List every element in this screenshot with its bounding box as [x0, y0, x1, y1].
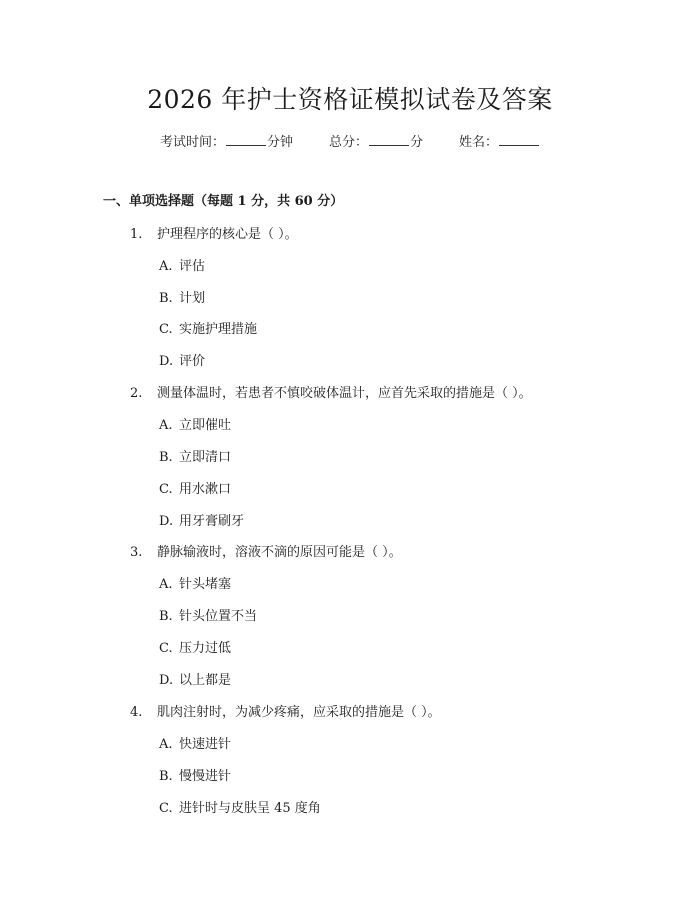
option-text: 评估	[179, 259, 206, 274]
question	[130, 701, 441, 720]
option-letter: D.	[159, 354, 174, 369]
option-text: 立即催吐	[179, 418, 232, 433]
option-text: 用牙膏刷牙	[179, 514, 245, 529]
total-score-unit: 分	[410, 135, 424, 150]
question-text: 测量体温时，若患者不慎咬破体温计，应首先采取的措施是（ ）。	[157, 386, 532, 401]
exam-time-unit: 分钟	[266, 135, 293, 150]
question-text: 肌肉注射时，为减少疼痛，应采取的措施是（ ）。	[157, 705, 441, 720]
option	[159, 669, 231, 688]
option-text: 立即清口	[179, 450, 232, 465]
question	[130, 382, 532, 401]
name-label: 姓名：	[459, 135, 499, 150]
option-text: 压力过低	[179, 641, 232, 656]
option	[159, 414, 231, 433]
option-letter: B.	[159, 450, 173, 465]
option-text: 以上都是	[179, 673, 232, 688]
option-letter: B.	[159, 769, 173, 784]
question	[130, 541, 402, 560]
option-letter: A.	[159, 577, 173, 592]
option-text: 计划	[179, 291, 206, 306]
option-text: 快速进针	[179, 737, 232, 752]
option	[159, 605, 257, 624]
option	[159, 255, 205, 274]
option-text: 进针时与皮肤呈 45 度角	[179, 801, 321, 816]
option	[159, 510, 244, 529]
exam-time-label: 考试时间：	[159, 135, 225, 150]
option-text: 针头位置不当	[179, 609, 258, 624]
total-score-blank	[369, 133, 409, 146]
section-heading: 一、单项选择题（每题 1 分，共 60 分）	[103, 194, 344, 209]
option	[159, 350, 205, 369]
option	[159, 573, 231, 592]
option	[159, 797, 321, 816]
question	[130, 223, 298, 242]
option-letter: D.	[159, 514, 174, 529]
option	[159, 765, 231, 784]
option-letter: A.	[159, 259, 173, 274]
option-text: 针头堵塞	[179, 577, 232, 592]
page-title: 2026 年护士资格证模拟试卷及答案	[147, 85, 553, 114]
option-letter: A.	[159, 418, 173, 433]
option-letter: C.	[159, 641, 173, 656]
name-blank	[499, 133, 539, 146]
total-score-label: 总分：	[328, 135, 368, 150]
question-number: 4.	[130, 705, 143, 720]
option	[159, 733, 231, 752]
option	[159, 637, 231, 656]
option	[159, 318, 257, 337]
question-number: 3.	[130, 545, 143, 560]
option-letter: C.	[159, 801, 173, 816]
question-number: 2.	[130, 386, 143, 401]
option-letter: A.	[159, 737, 173, 752]
exam-time-blank	[226, 133, 266, 146]
option	[159, 446, 231, 465]
option-letter: C.	[159, 482, 173, 497]
question-number: 1.	[130, 227, 143, 242]
option	[159, 478, 231, 497]
option-text: 用水漱口	[179, 482, 232, 497]
option-text: 实施护理措施	[179, 322, 258, 337]
question-text: 静脉输液时，溶液不滴的原因可能是（ ）。	[157, 545, 402, 560]
option-letter: B.	[159, 609, 173, 624]
option-text: 评价	[179, 354, 206, 369]
option-letter: B.	[159, 291, 173, 306]
option	[159, 287, 205, 306]
option-letter: C.	[159, 322, 173, 337]
option-text: 慢慢进针	[179, 769, 232, 784]
option-letter: D.	[159, 673, 174, 688]
question-text: 护理程序的核心是（ ）。	[157, 227, 298, 242]
exam-meta	[0, 131, 700, 150]
